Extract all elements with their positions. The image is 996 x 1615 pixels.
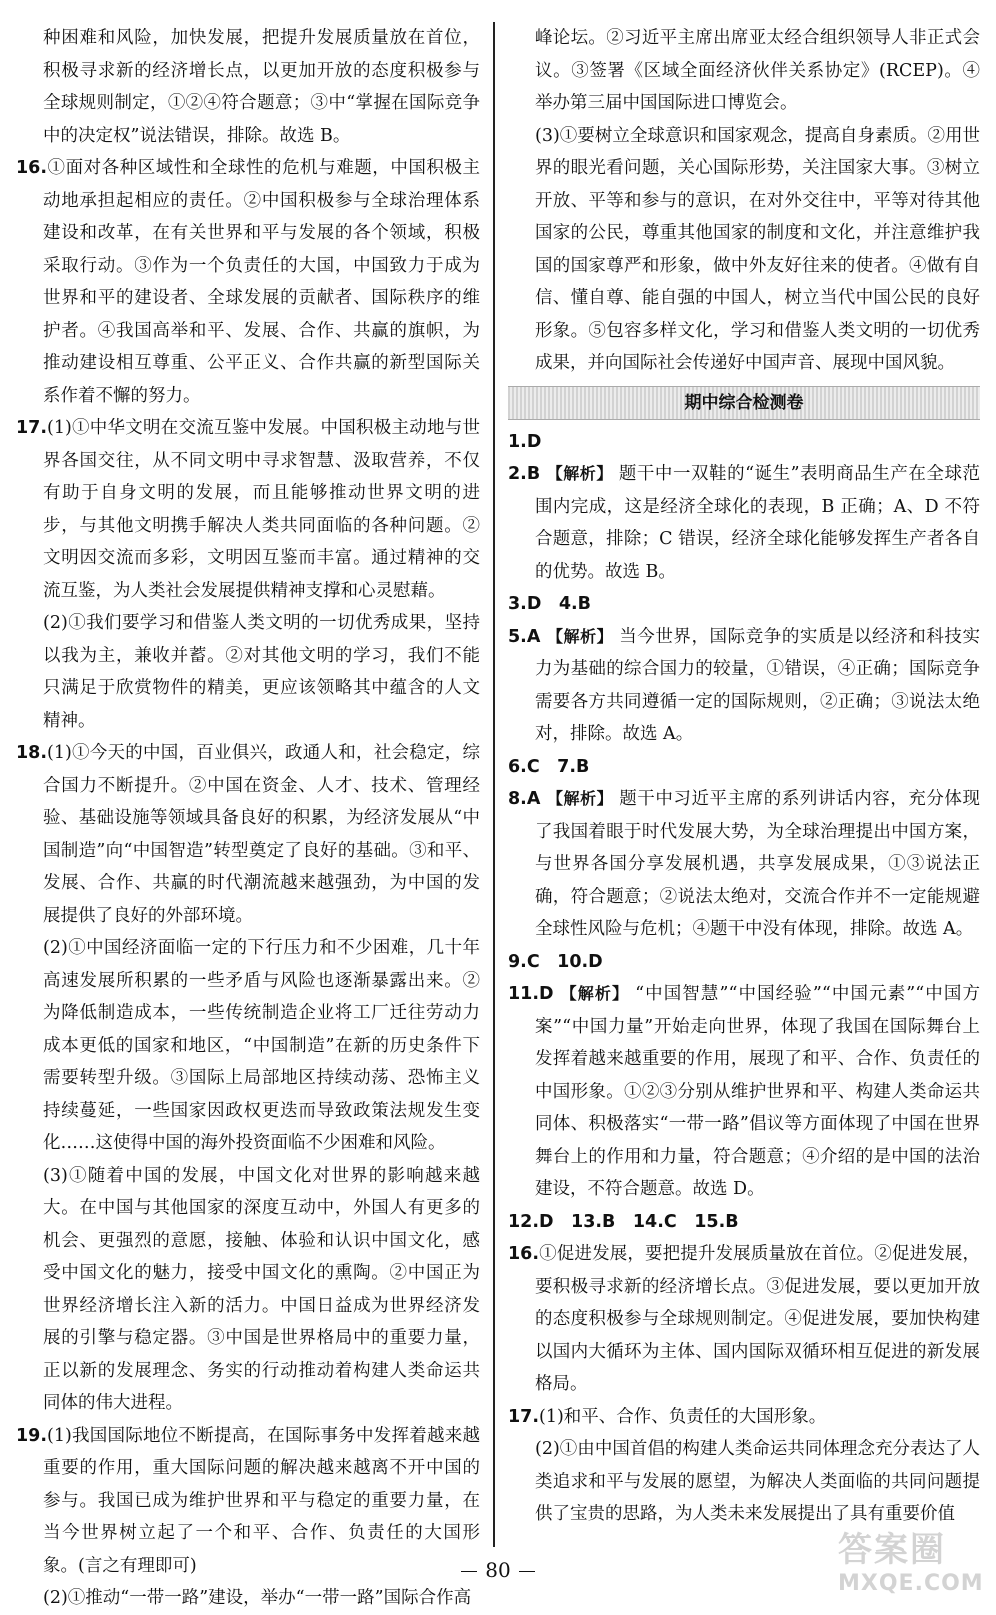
item-number: 1.	[508, 431, 527, 452]
item-number: 9.	[508, 951, 527, 972]
page-dash-right	[519, 1571, 535, 1572]
analysis-tag: 【解析】	[559, 984, 630, 1003]
item-number: 5.	[508, 626, 527, 647]
watermark-logo	[838, 1522, 988, 1594]
answer-16	[16, 152, 480, 412]
answer-19-part-3: (3)①要树立全球意识和国家观念，提高自身素质。②用世界的眼光看问题，关心国际形势，关注国家大事。③树立开放、平等和参与的意识，在对外交往中，平等对待其他国家的公民，尊重其他国家的制度和文化，并注意维护我国的国家尊严和形象，做中外友好往来的使者。④做有自信、懂自尊、能自强的中国人，树立当代中国公民的良好形象。⑤包容多样文化，学习和借鉴人类文明的一切优秀成果，并向国际社会传递好中国声音、展现中国风貌。	[535, 125, 980, 373]
item-answer: C 7.B	[526, 756, 590, 777]
page-number-text: 80	[485, 1558, 511, 1582]
item-number: 11.	[508, 984, 540, 1004]
answer-18	[16, 737, 480, 932]
item-text: (1)和平、合作、负责任的大国形象。	[539, 1406, 827, 1427]
answer-2	[508, 458, 980, 588]
item-analysis: 当今世界，国际竞争的实质是以经济和科技实力为基础的综合国力的较量，①错误，④正确；国际竞争需要各方共同遵循一定的国际规则，②正确；③说法太绝对，排除。故选 A。	[535, 626, 980, 744]
page-dash-left	[461, 1571, 477, 1572]
answer-18-part-2: (2)①中国经济面临一定的下行压力和不少困难，几十年高速发展所积累的一些矛盾与风险也逐渐暴露出来。②为降低制造成本，一些传统制造企业将工厂迁往劳动力成本更低的国家和地区，“中国制造”在新的历史条件下需要转型升级。③国际上局部地区持续动荡、恐怖主义持续蔓延，一些国家因政权更迭而导致政策法规发生变化……这使得中国的海外投资面临不少困难和风险。	[43, 938, 480, 1153]
answer-19-part-2: (2)①推动“一带一路”建设，举办“一带一路”国际合作高	[43, 1588, 472, 1608]
item-number: 8.	[508, 789, 527, 809]
item-answer: B	[526, 464, 541, 484]
section-title: 期中综合检测卷	[508, 386, 980, 420]
answer-17-midterm-part-2: (2)①由中国首倡的构建人类命运共同体理念充分表达了人类追求和平与发展的愿望，为解决人类面临的共同问题提供了宝贵的思路，为人类未来发展提出了具有重要价值	[535, 1439, 980, 1524]
item-analysis: 题干中一双鞋的“诞生”表明商品生产在全球范围内完成，这是经济全球化的表现，B 正确；A、D 不符合题意，排除；C 错误，经济全球化能够发挥生产者各自的优势。故选 B。	[535, 464, 980, 582]
answer-16-midterm	[508, 1238, 980, 1401]
watermark-bottom: MXQE.COM	[838, 1571, 984, 1596]
answer-9-10	[508, 946, 980, 979]
item-text: ①面对各种区域性和全球性的危机与难题，中国积极主动地承担起相应的责任。②中国积极参与全球治理体系建设和改革，在有关世界和平与发展的各个领域，积极采取行动。③作为一个负责任的大国，中国致力于成为世界和平的建设者、全球发展的贡献者、国际秩序的维护者。④我国高举和平、发展、合作、共赢的旗帜，为推动建设相互尊重、公平正义、合作共赢的新型国际关系作着不懈的努力。	[43, 158, 480, 406]
answer-6-7	[508, 751, 980, 784]
item-answer: D 13.B 14.C 15.B	[539, 1211, 739, 1232]
item-number: 17.	[508, 1406, 540, 1427]
answer-18-part-3: (3)①随着中国的发展，中国文化对世界的影响越来越大。在中国与其他国家的深度互动中，外国人有更多的机会、更强烈的意愿，接触、体验和认识中国文化，感受中国文化的魅力，接受中国文化的熏陶。②中国正为世界经济增长注入新的活力。中国日益成为世界经济发展的引擎与稳定器。③中国是世界格局中的重要力量，正以新的发展理念、务实的行动推动着构建人类命运共同体的伟大进程。	[43, 1165, 480, 1413]
right-column	[508, 22, 980, 1531]
answer-3-4	[508, 588, 980, 621]
item-number: 18.	[16, 743, 48, 763]
item-number: 19.	[16, 1425, 48, 1446]
analysis-tag: 【解析】	[546, 626, 614, 646]
analysis-tag: 【解析】	[546, 789, 614, 808]
item-text: ①促进发展，要把提升发展质量放在首位。②促进发展，要积极寻求新的经济增长点。③促进发展，要以更加开放的态度积极参与全球规则制定。④促进发展，要加快构建以国内大循环为主体、国内国际双循环相互促进的新发展格局。	[535, 1244, 980, 1394]
item-answer: A	[526, 626, 541, 647]
item-text: (1)①中华文明在交流互鉴中发展。中国积极主动地与世界各国交往，从不同文明中寻求智慧、汲取营养，不仅有助于自身文明的发展，而且能够推动世界文明的进步，与其他文明携手解决人类共同面临的各种问题。②文明因交流而多彩，文明因互鉴而丰富。通过精神的交流互鉴，为人类社会发展提供精神支撑和心灵慰藉。	[43, 418, 480, 601]
item-answer: C 10.D	[526, 951, 603, 972]
item-number: 2.	[508, 464, 527, 484]
item-number: 3.	[508, 594, 527, 614]
answer-11	[508, 978, 980, 1206]
answer-12-15	[508, 1206, 980, 1239]
item-text: (1)①今天的中国，百业俱兴，政通人和，社会稳定，综合国力不断提升。②中国在资金、人才、技术、管理经验、基础设施等领域具备良好的积累，为经济发展从“中国制造”向“中国智造”转型奠定了良好的基础。③和平、发展、合作、共赢的时代潮流越来越强劲，为中国的发展提供了良好的外部环境。	[43, 743, 480, 926]
item-number: 16.	[508, 1244, 540, 1264]
answer-17	[16, 412, 480, 607]
answer-17-midterm	[508, 1401, 980, 1434]
column-divider	[493, 22, 495, 1547]
watermark-top: 答案圈	[838, 1530, 946, 1570]
item-answer: D 4.B	[526, 594, 592, 614]
item-analysis: “中国智慧”“中国经验”“中国元素”“中国方案”“中国力量”开始走向世界，体现了我国在国际舞台上发挥着越来越重要的作用，展现了和平、合作、负责任的中国形象。①②③分别从维护世界和平、构建人类命运共同体、积极落实“一带一路”倡议等方面体现了中国在世界舞台上的作用和力量，符合题意；④介绍的是中国的法治建设，不符合题意。故选 D。	[535, 984, 980, 1199]
item-number: 6.	[508, 756, 527, 777]
answer-5	[508, 621, 980, 751]
answer-1	[508, 426, 980, 459]
answer-8	[508, 783, 980, 946]
answer-19-part-2-continuation: 峰论坛。②习近平主席出席亚太经合组织领导人非正式会议。③签署《区域全面经济伙伴关系协定》(RCEP)。④举办第三届中国国际进口博览会。	[535, 28, 980, 113]
item-answer: D	[526, 431, 542, 452]
item-answer: A	[526, 789, 541, 809]
left-column	[16, 22, 480, 1615]
item-text: (1)我国国际地位不断提高，在国际事务中发挥着越来越重要的作用，重大国际问题的解决越来越离不开中国的参与。我国已成为维护世界和平与稳定的重要力量，在当今世界树立起了一个和平、合作、负责任的大国形象。(言之有理即可)	[43, 1425, 480, 1576]
analysis-tag: 【解析】	[546, 464, 613, 483]
item-answer: D	[539, 984, 554, 1004]
answer-15-continuation: 种困难和风险，加快发展，把提升发展质量放在首位，积极寻求新的经济增长点，以更加开放的态度积极参与全球规则制定，①②④符合题意；③中“掌握在国际竞争中的决定权”说法错误，排除。故选 B。	[43, 28, 480, 146]
item-number: 16.	[16, 158, 48, 178]
item-number: 12.	[508, 1211, 540, 1232]
answer-17-part-2: (2)①我们要学习和借鉴人类文明的一切优秀成果，坚持以我为主，兼收并蓄。②对其他文明的学习，我们不能只满足于欣赏物件的精美，更应该领略其中蕴含的人文精神。	[43, 613, 480, 731]
item-number: 17.	[16, 418, 48, 438]
item-analysis: 题干中习近平主席的系列讲话内容，充分体现了我国着眼于时代发展大势，为全球治理提出中国方案，与世界各国分享发展机遇，共享发展成果，①③说法正确，符合题意；②说法太绝对，交流合作并不一定能规避全球性风险与危机；④题干中没有体现，排除。故选 A。	[535, 789, 980, 939]
